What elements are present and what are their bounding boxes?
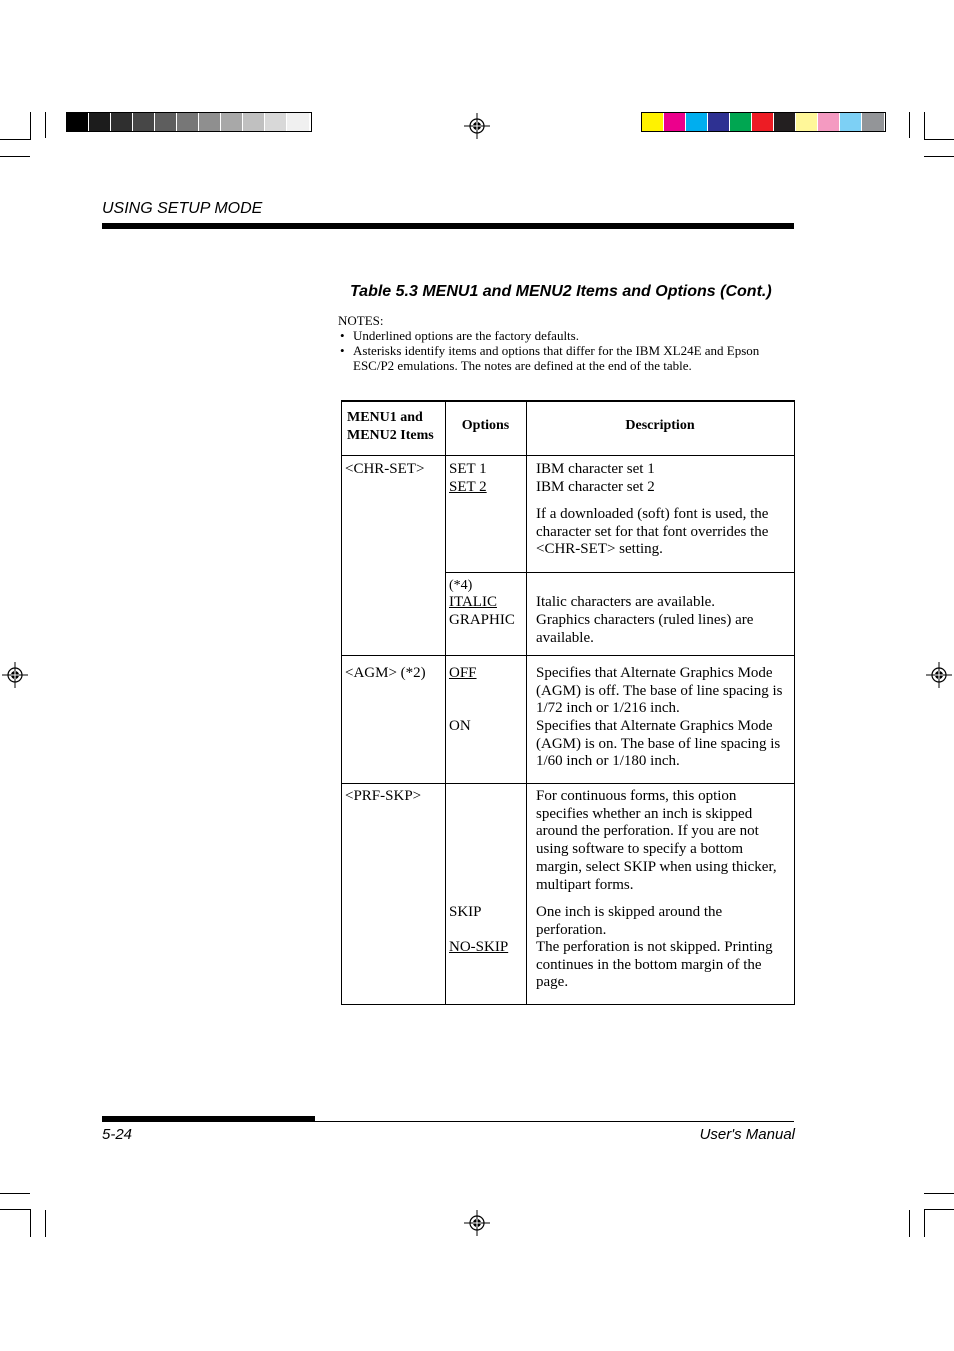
option-on: ON bbox=[449, 718, 471, 734]
description-set-2: IBM character set 2 bbox=[536, 479, 655, 495]
description-set-1: IBM character set 1 bbox=[536, 461, 655, 477]
color-bar bbox=[641, 112, 886, 132]
crop-mark bbox=[924, 112, 925, 140]
table-border bbox=[341, 400, 795, 402]
table-border bbox=[341, 400, 342, 1005]
option-graphic: GRAPHIC bbox=[449, 612, 515, 628]
color-swatch bbox=[221, 113, 243, 131]
color-swatch bbox=[133, 113, 155, 131]
color-swatch bbox=[199, 113, 221, 131]
color-swatch bbox=[89, 113, 111, 131]
item-agm: <AGM> (*2) bbox=[345, 665, 426, 681]
notes-block bbox=[338, 313, 798, 373]
notes-heading: NOTES: bbox=[338, 313, 384, 328]
color-swatch bbox=[111, 113, 133, 131]
section-header: USING SETUP MODE bbox=[102, 200, 263, 217]
color-swatch bbox=[265, 113, 287, 131]
note-text: Underlined options are the factory defaults. bbox=[353, 328, 579, 343]
note-item: • Asterisks identify items and options that differ for the IBM XL24E and Epson ESC/P2 emulations. The notes are defined at the end of the table. bbox=[340, 343, 760, 373]
crop-mark bbox=[0, 1209, 30, 1210]
option-no-skip: NO-SKIP bbox=[449, 939, 509, 955]
column-header-options: Options bbox=[461, 418, 510, 433]
menu-options-table bbox=[341, 400, 795, 1005]
color-swatch bbox=[287, 113, 309, 131]
crop-mark bbox=[909, 112, 910, 138]
crop-mark bbox=[45, 112, 46, 138]
description-prf-skp: For continuous forms, this option specifies whether an inch is skipped around the perforation. If you are not using software to specify a bottom margin, select SKIP when using thicker, multipart forms. bbox=[536, 788, 777, 893]
crop-mark bbox=[924, 139, 954, 140]
option-skip: SKIP bbox=[449, 904, 482, 920]
description-agm-off: Specifies that Alternate Graphics Mode (AGM) is off. The base of line spacing is 1/72 inch or 1/216 inch. bbox=[536, 665, 783, 717]
row-divider bbox=[341, 783, 795, 784]
color-swatch bbox=[686, 113, 708, 131]
crop-mark bbox=[924, 1209, 954, 1210]
registration-mark-icon bbox=[2, 662, 28, 688]
color-swatch bbox=[708, 113, 730, 131]
manual-title: User's Manual bbox=[699, 1126, 795, 1143]
header-rule bbox=[102, 223, 794, 229]
crop-mark bbox=[924, 1193, 954, 1194]
footer-thin-rule bbox=[315, 1121, 794, 1122]
row-divider bbox=[445, 572, 795, 573]
option-set-2: SET 2 bbox=[449, 479, 487, 495]
color-swatch bbox=[818, 113, 840, 131]
color-swatch bbox=[642, 113, 664, 131]
option-off: OFF bbox=[449, 665, 477, 681]
column-divider bbox=[526, 400, 527, 1005]
color-swatch bbox=[774, 113, 796, 131]
color-swatch bbox=[664, 113, 686, 131]
color-swatch bbox=[177, 113, 199, 131]
crop-mark bbox=[909, 1210, 910, 1237]
color-swatch bbox=[752, 113, 774, 131]
color-swatch bbox=[862, 113, 884, 131]
crop-mark bbox=[45, 1210, 46, 1237]
crop-mark bbox=[30, 1209, 31, 1237]
crop-mark bbox=[0, 1193, 30, 1194]
description-soft-font: If a downloaded (soft) font is used, the character set for that font overrides the <CHR-SET> setting. bbox=[536, 506, 769, 558]
description-italic: Italic characters are available. bbox=[536, 594, 716, 610]
note-text: Asterisks identify items and options that differ for the IBM XL24E and Epson ESC/P2 emulations. The notes are defined at the end of the table. bbox=[353, 343, 760, 373]
item-prf-skp: <PRF-SKP> bbox=[345, 788, 422, 804]
crop-mark bbox=[0, 139, 30, 140]
item-chr-set: <CHR-SET> bbox=[345, 461, 425, 477]
color-swatch bbox=[155, 113, 177, 131]
footer-thick-rule bbox=[102, 1116, 315, 1122]
table-border bbox=[341, 1004, 795, 1005]
description-graphic: Graphics characters (ruled lines) are available. bbox=[536, 612, 754, 646]
note-reference: (*4) bbox=[449, 578, 473, 593]
row-divider bbox=[341, 655, 795, 656]
description-no-skip: The perforation is not skipped. Printing continues in the bottom margin of the page. bbox=[536, 939, 773, 991]
color-swatch bbox=[730, 113, 752, 131]
registration-mark-icon bbox=[926, 662, 952, 688]
page-number: 5-24 bbox=[102, 1126, 133, 1143]
description-skip: One inch is skipped around the perforation. bbox=[536, 904, 723, 938]
note-item: • Underlined options are the factory defaults. bbox=[340, 328, 579, 343]
column-header-items: MENU1 and MENU2 Items bbox=[347, 410, 434, 443]
crop-mark bbox=[30, 112, 31, 140]
crop-mark bbox=[924, 156, 954, 157]
grayscale-bar bbox=[66, 112, 312, 132]
option-italic: ITALIC bbox=[449, 594, 497, 610]
row-divider bbox=[341, 455, 795, 456]
table-border bbox=[794, 400, 795, 1005]
table-title: Table 5.3 MENU1 and MENU2 Items and Options (Cont.) bbox=[350, 283, 772, 300]
color-swatch bbox=[67, 113, 89, 131]
color-swatch bbox=[796, 113, 818, 131]
column-divider bbox=[445, 400, 446, 1005]
registration-mark-icon bbox=[464, 1210, 490, 1236]
crop-mark bbox=[924, 1209, 925, 1237]
registration-mark-icon bbox=[464, 113, 490, 139]
color-swatch bbox=[840, 113, 862, 131]
description-agm-on: Specifies that Alternate Graphics Mode (AGM) is on. The base of line spacing is 1/60 inch or 1/180 inch. bbox=[536, 718, 781, 770]
column-header-description: Description bbox=[625, 418, 695, 433]
color-swatch bbox=[243, 113, 265, 131]
crop-mark bbox=[0, 156, 30, 157]
option-set-1: SET 1 bbox=[449, 461, 487, 477]
